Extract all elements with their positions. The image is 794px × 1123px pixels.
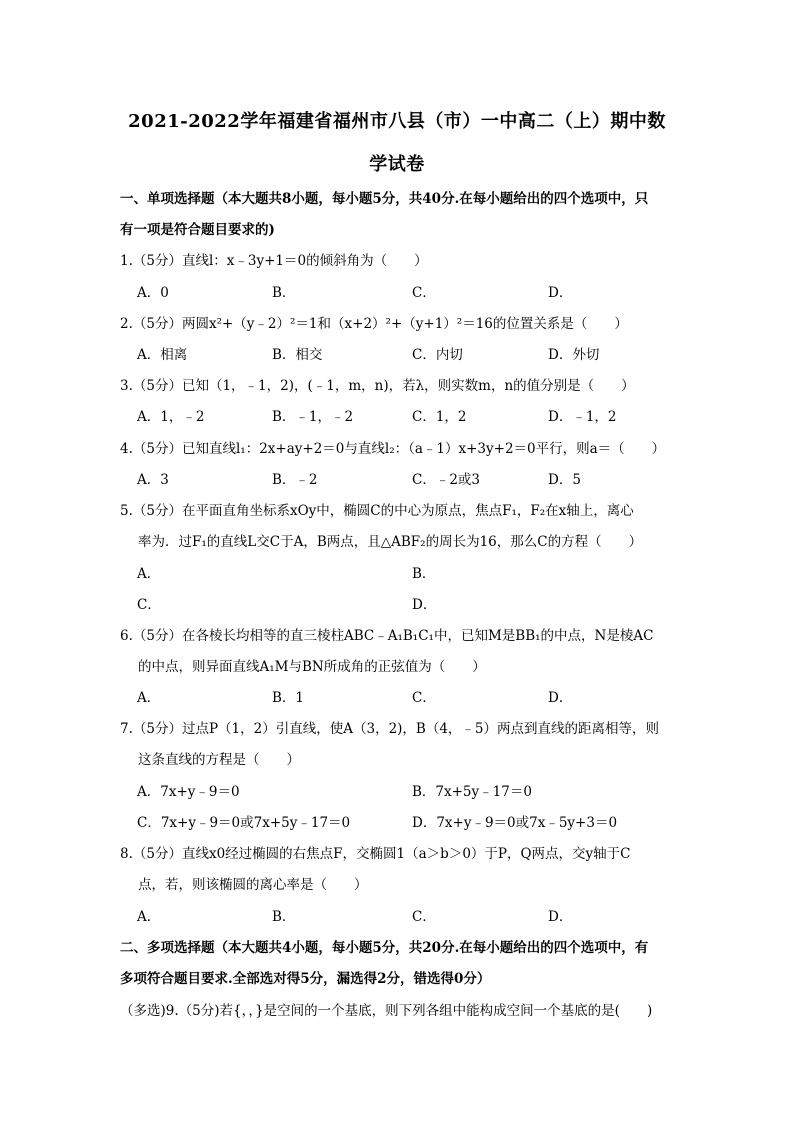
question-3-stem: 3.（5分）已知（1，﹣1，2)，(﹣1，m，n)，若λ，则实数m，n的值分别是（ ） [120, 378, 635, 394]
question-5-option-b: B． [412, 566, 436, 582]
section1-heading-line1: 一、单项选择题（本大题共8小题，每小题5分，共40分.在每小题给出的四个选项中，只 [120, 191, 649, 207]
question-5-option-a: A． [137, 566, 161, 582]
section2-heading-line1: 二、多项选择题（本大题共4小题，每小题5分，共20分.在每小题给出的四个选项中，有 [120, 940, 649, 956]
section1-heading-line2: 有一项是符合题目要求的) [120, 222, 275, 238]
question-7-option-c: C．7x+y﹣9＝0或7x+5y﹣17＝0 [137, 815, 351, 831]
exam-title-line1: 2021-2022学年福建省福州市八县（市）一中高二（上）期中数 [128, 111, 666, 132]
question-4-option-b: B．﹣2 [272, 472, 318, 488]
question-2-option-a: A．相离 [137, 347, 188, 363]
question-4-stem: 4.（5分）已知直线l₁：2x+ay+2＝0与直线l₂：（a﹣1）x+3y+2＝0平行，则a＝（ ） [120, 441, 666, 457]
question-2-option-c: C．内切 [412, 347, 463, 363]
question-1-option-c: C． [412, 285, 436, 301]
question-7-stem: 7.（5分）过点P（1，2）引直线，使A（3，2)，B（4，﹣5）两点到直线的距离相等，则 [120, 721, 660, 737]
question-4-option-a: A．3 [137, 472, 169, 488]
question-3-option-d: D．﹣1，2 [548, 409, 617, 425]
question-6-option-b: B．1 [272, 690, 305, 706]
question-7-option-b: B．7x+5y﹣17＝0 [412, 784, 532, 800]
question-2-option-b: B．相交 [272, 347, 323, 363]
question-6-stem-continued: 的中点，则异面直线A₁M与BN所成角的正弦值为（ ） [138, 659, 486, 675]
question-2-stem: 2.（5分）两圆x²+（y﹣2）²＝1和（x+2）²+（y+1）²＝16的位置关系是（ ） [120, 316, 628, 332]
question-4-option-c: C．﹣2或3 [412, 472, 481, 488]
question-7-option-a: A．7x+y﹣9＝0 [137, 784, 240, 800]
question-4-option-d: D．5 [548, 472, 581, 488]
question-6-option-c: C． [412, 690, 436, 706]
question-5-stem-continued: 率为．过F₁的直线L交C于A，B两点，且△ABF₂的周长为16，那么C的方程（ ） [138, 534, 643, 550]
exam-title-line2: 学试卷 [369, 154, 425, 175]
question-1-option-d: D． [548, 285, 573, 301]
question-9-stem: （多选)9.（5分)若{，，}是空间的一个基底，则下列各组中能构成空间一个基底的是( ) [120, 1003, 653, 1019]
question-7-option-d: D．7x+y﹣9＝0或7x﹣5y+3＝0 [412, 815, 618, 831]
question-8-stem: 8.（5分）直线x0经过椭圆的右焦点F，交椭圆1（a＞b＞0）于P，Q两点，交y轴于C [120, 846, 631, 862]
question-5-stem: 5.（5分）在平面直角坐标系xOy中，椭圆C的中心为原点，焦点F₁，F₂在x轴上，离心 [120, 503, 634, 519]
section2-heading-line2: 多项符合题目要求.全部选对得5分，漏选得2分，错选得0分） [120, 971, 491, 987]
question-5-option-c: C． [137, 597, 161, 613]
question-5-option-d: D． [412, 597, 437, 613]
question-3-option-a: A．1，﹣2 [137, 409, 205, 425]
question-1-stem: 1.（5分）直线l：x﹣3y+1＝0的倾斜角为（ ） [120, 253, 428, 269]
question-6-option-d: D． [548, 690, 573, 706]
question-8-option-d: D． [548, 909, 573, 925]
question-3-option-c: C．1，2 [412, 409, 467, 425]
question-8-option-c: C． [412, 909, 436, 925]
question-1-option-a: A．0 [137, 285, 169, 301]
question-8-stem-continued: 点，若，则该椭圆的离心率是（ ） [138, 877, 368, 893]
question-8-option-b: B． [272, 909, 296, 925]
question-7-stem-continued: 这条直线的方程是（ ） [138, 752, 300, 768]
question-2-option-d: D．外切 [548, 347, 600, 363]
question-1-option-b: B． [272, 285, 296, 301]
question-3-option-b: B．﹣1，﹣2 [272, 409, 354, 425]
question-6-option-a: A． [137, 690, 161, 706]
question-6-stem: 6.（5分）在各棱长均相等的直三棱柱ABC﹣A₁B₁C₁中，已知M是BB₁的中点，N是棱AC [120, 628, 654, 644]
question-8-option-a: A． [137, 909, 161, 925]
